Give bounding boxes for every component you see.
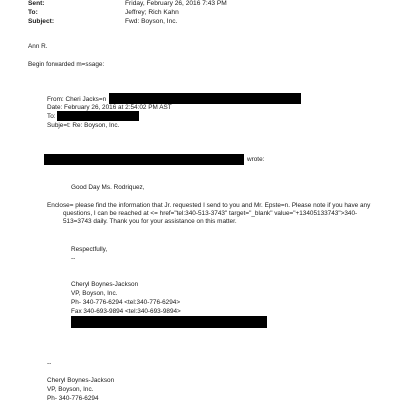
sent-label: Sent: — [28, 0, 45, 7]
signature-phone: Ph- 340-776-6294 <tel:340-776-6294> — [71, 299, 181, 306]
signature-title: VP, Boyson, Inc. — [47, 386, 94, 393]
signature-phone: Ph- 340-776-6294 — [47, 395, 99, 400]
sign-off: Respectfully, — [71, 246, 108, 253]
signature-name: Cheryl Boynes-Jackson — [71, 281, 139, 288]
fwd-to: To: — [47, 113, 56, 120]
subject-label: Subject: — [28, 18, 55, 25]
redaction-bar — [109, 93, 301, 104]
paragraph-text: Enclose= please find the information that Jr. requested I send to you and Mr. Epste=n. Please note if you have any questions, I can be reached at <= href="tel:340-513-3743" target="_blank" value="+13405133743">340-513=3743 daily. Thank you for your assistance on this matter. — [47, 202, 371, 226]
signature-title: VP, Boyson, Inc. — [71, 290, 118, 297]
signature-dash: -- — [71, 255, 76, 262]
redaction-bar — [71, 316, 267, 328]
redaction-bar — [57, 111, 139, 121]
subject-value: Fwd: Boyson, Inc. — [125, 18, 178, 25]
fwd-subject: Subje=t: Re: Boyson, Inc. — [47, 122, 120, 129]
fwd-from: From: Cheri Jacks=n — [47, 96, 107, 103]
wrote-label: wrote: — [247, 156, 265, 163]
sender-name: Ann R. — [28, 43, 48, 50]
body-paragraph — [47, 202, 383, 227]
forward-note: Begin forwarded m=ssage: — [28, 61, 105, 68]
greeting: Good Day Ms. Rodriquez, — [71, 184, 145, 191]
redaction-bar — [44, 154, 244, 165]
signature-fax: Fax 340-693-9894 <tel:340-693-9894> — [71, 308, 181, 315]
signature-name: Cheryl Boynes-Jackson — [47, 377, 115, 384]
signature-dash: -- — [47, 360, 52, 367]
to-label: To: — [28, 9, 38, 16]
fwd-date: Date: February 26, 2016 at 2:54:02 PM AST — [47, 104, 172, 111]
to-value: Jeffrey; Rich Kahn — [125, 9, 179, 16]
sent-value: Friday, February 26, 2016 7:43 PM — [125, 0, 227, 7]
